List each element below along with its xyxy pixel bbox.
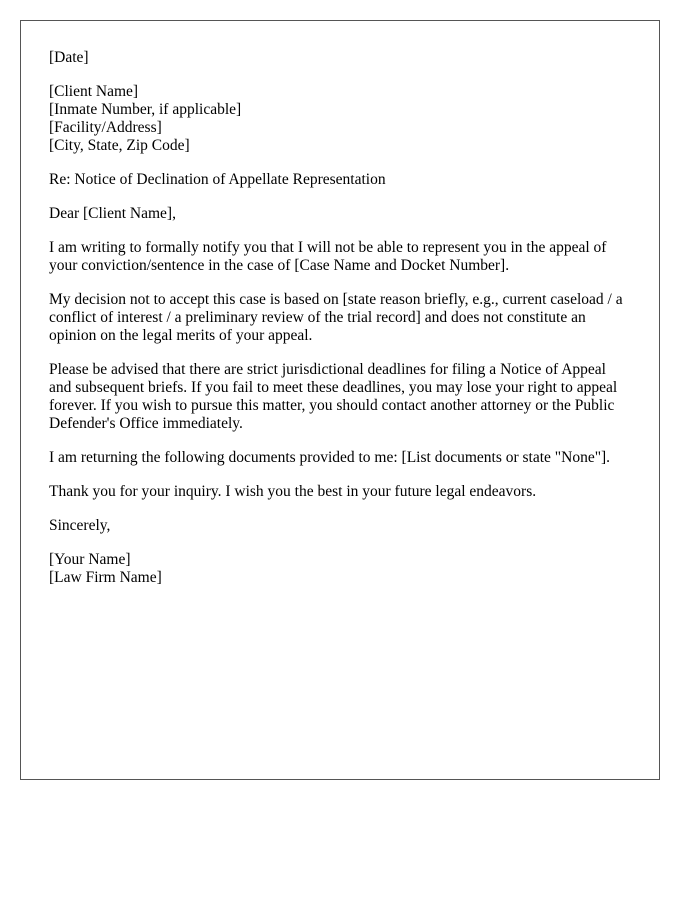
letter-date: [Date] <box>49 49 89 66</box>
letter-page <box>20 20 660 780</box>
body-paragraph-documents: I am returning the following documents provided to me: [List documents or state "None"]. <box>49 449 611 466</box>
body-paragraph-reason: My decision not to accept this case is based on [state reason briefly, e.g., current caseload / a conflict of interest / a preliminary review of the trial record] and does not constitute an opinion on the legal merits of your appeal. <box>49 291 623 344</box>
signature-name: [Your Name] <box>49 551 131 568</box>
recipient-inmate-number: [Inmate Number, if applicable] <box>49 101 242 118</box>
recipient-city-state-zip: [City, State, Zip Code] <box>49 137 190 154</box>
body-paragraph-deadlines: Please be advised that there are strict jurisdictional deadlines for filing a Notice of Appeal and subsequent briefs. If you fail to meet these deadlines, you may lose your right to appeal forever. If you wish to pursue this matter, you should contact another attorney or the Public Defender's Office immediately. <box>49 361 618 432</box>
letter-salutation: Dear [Client Name], <box>49 205 176 222</box>
signature-firm: [Law Firm Name] <box>49 569 162 586</box>
letter-closing: Sincerely, <box>49 517 111 534</box>
body-paragraph-thanks: Thank you for your inquiry. I wish you the best in your future legal endeavors. <box>49 483 537 500</box>
letter-subject: Re: Notice of Declination of Appellate Representation <box>49 171 386 188</box>
signature-block <box>49 551 631 587</box>
recipient-address <box>49 83 631 155</box>
recipient-facility: [Facility/Address] <box>49 119 162 136</box>
body-paragraph-notification: I am writing to formally notify you that I will not be able to represent you in the appeal of your conviction/sentence in the case of [Case Name and Docket Number]. <box>49 239 607 274</box>
recipient-name: [Client Name] <box>49 83 139 100</box>
